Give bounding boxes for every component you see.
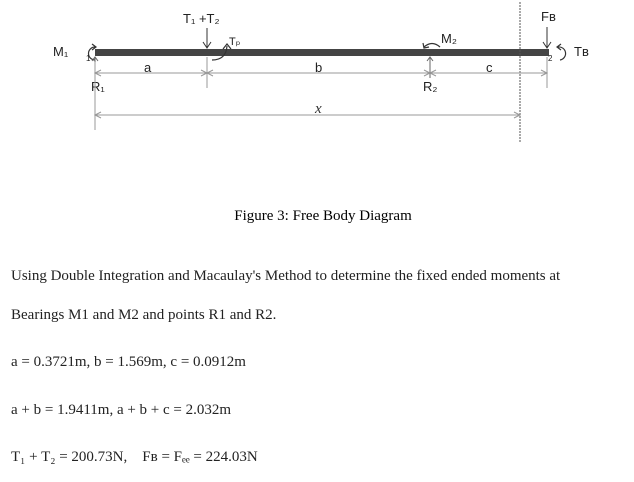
intro-text-line2: Bearings M1 and M2 and points R1 and R2. xyxy=(11,307,277,323)
dim-c-label: c xyxy=(486,60,493,75)
m2-label: M₂ xyxy=(441,31,457,46)
m1-label: M₁ xyxy=(53,44,69,59)
r1-label: R₁ xyxy=(91,79,105,94)
dimensions-text: a = 0.3721m, b = 1.569m, c = 0.0912m xyxy=(11,354,246,370)
beam xyxy=(95,49,549,56)
forces-text: T₁ + T₂ = 200.73N, Fʙ = Fₑₑ = 224.03N xyxy=(11,449,258,465)
dim-a-label: a xyxy=(144,60,152,75)
t1t2-label: T₁ +T₂ xyxy=(183,11,220,26)
r2-label: R₂ xyxy=(423,79,438,94)
tb-label: Tʙ xyxy=(574,44,589,59)
dim-x-label: x xyxy=(315,101,322,117)
node2-label: 2 xyxy=(548,54,553,63)
figure-caption: Figure 3: Free Body Diagram xyxy=(234,208,412,224)
dimension-sums-text: a + b = 1.9411m, a + b + c = 2.032m xyxy=(11,402,232,418)
intro-text-line1: Using Double Integration and Macaulay's Method to determine the fixed ended moments at xyxy=(11,268,561,284)
node1-label: 1 xyxy=(86,54,91,63)
free-body-diagram xyxy=(0,0,634,200)
m2-curved-arrow xyxy=(424,44,440,48)
dim-b-label: b xyxy=(315,60,323,75)
fb-label: Fʙ xyxy=(541,9,556,24)
tp-label: Tₚ xyxy=(229,36,241,48)
